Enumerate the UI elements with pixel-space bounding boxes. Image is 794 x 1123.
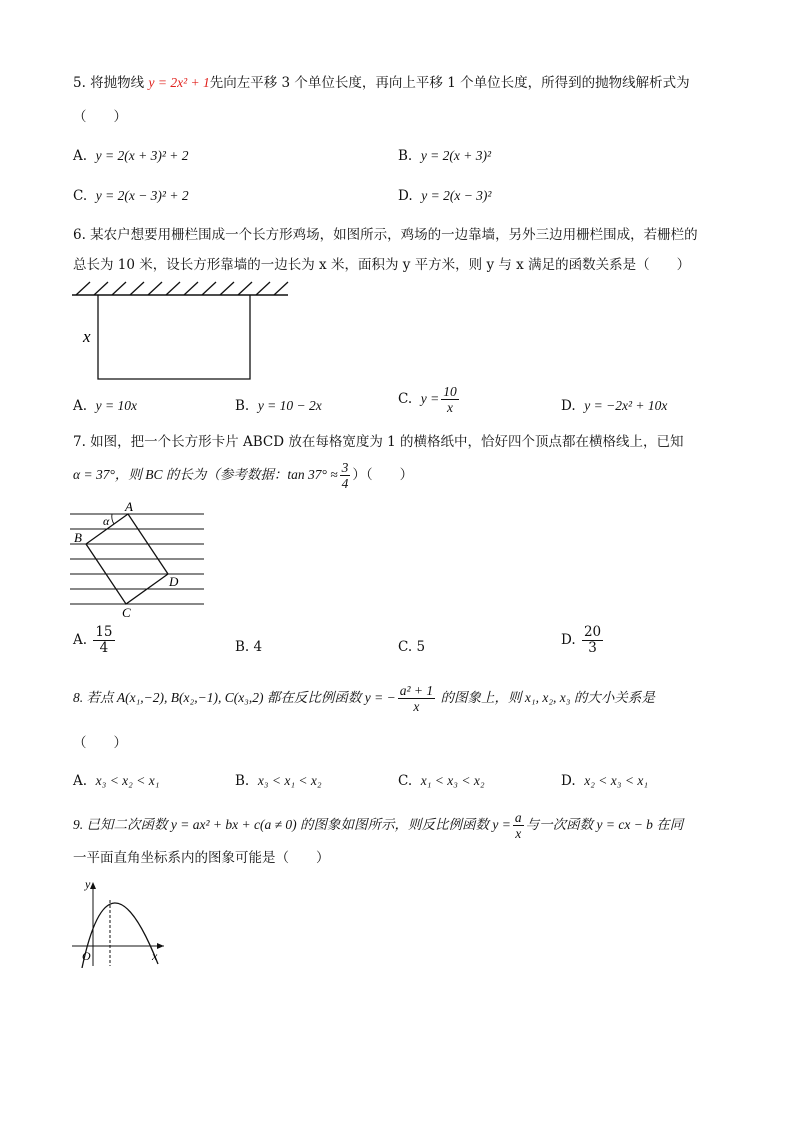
q8-answer-paren: （ ） — [73, 735, 127, 751]
vertex-a-label: A — [125, 499, 133, 514]
wall-hatching — [76, 282, 288, 295]
origin-label: O — [82, 949, 91, 963]
q7-option-d[interactable]: D. $\frac{20}{3}$ — [561, 624, 602, 656]
y-axis-label: y — [85, 878, 91, 891]
q6-option-a[interactable]: A. y = 10x — [73, 398, 137, 414]
q5-stem: 5. 将抛物线 y = 2x² + 1先向左平移 3 个单位长度，再向上平移 1 个单位长度，所得到的抛物线解析式为 — [73, 75, 690, 91]
q5-option-c[interactable]: C. y = 2(x − 3)² + 2 — [73, 188, 189, 204]
x-axis-label: x — [152, 949, 158, 963]
q7-lined-paper-figure — [70, 498, 210, 620]
q7-option-a[interactable]: A. $\frac{15}{4}$ — [73, 624, 113, 656]
q5-option-a[interactable]: A. y = 2(x + 3)² + 2 — [73, 148, 189, 164]
q8-option-c[interactable]: C. x₁ < x₃ < x₂ — [398, 773, 485, 789]
y-axis-arrow — [90, 882, 96, 889]
q6-option-b[interactable]: B. y = 10 − 2x — [235, 398, 322, 414]
q7-stem-line1: 7. 如图，把一个长方形卡片 ABCD 放在每格宽度为 1 的横格纸中，恰好四个顶点都在横格线上，已知 — [73, 434, 684, 450]
q6-option-d[interactable]: D. y = −2x² + 10x — [561, 398, 668, 414]
q5-option-b[interactable]: B. y = 2(x + 3)² — [398, 148, 492, 164]
q8-option-a[interactable]: A. x₃ < x₂ < x₁ — [73, 773, 160, 789]
q8-option-d[interactable]: D. x₂ < x₃ < x₁ — [561, 773, 649, 789]
vertex-d-label: D — [169, 574, 179, 589]
q7-stem-line2: α = 37°，则 BC 的长为（参考数据：tan 37° ≈ $\frac{3}{4}$ ）（ ） — [73, 460, 414, 491]
q5-option-d[interactable]: D. y = 2(x − 3)² — [398, 188, 492, 204]
vertex-b-label: B — [74, 530, 82, 545]
q5-answer-paren: （ ） — [73, 109, 127, 125]
q6-option-c[interactable]: C. y = $\frac{10}{x}$ — [398, 384, 457, 415]
q8-stem-line1: 8. 若点 A(x₁,−2), B(x₂,−1), C(x₃,2) 都在反比例函数 y = − $\frac{\text{a² + 1}}{x}$ 的图象上，则 x₁, x₂, x₃ 的大小关系是 — [73, 683, 655, 714]
q9-stem-line2: 一平面直角坐标系内的图象可能是（ ） — [73, 850, 330, 866]
q7-option-b[interactable]: B. 4 — [235, 639, 263, 655]
q9-parabola-graph — [68, 878, 168, 968]
q6-stem-line2: 总长为 10 米，设长方形靠墙的一边长为 x 米，面积为 y 平方米，则 y 与 x 满足的函数关系是（ ） — [73, 257, 691, 273]
fence-rectangle — [98, 295, 250, 379]
alpha-label: α — [103, 514, 110, 528]
q6-chicken-coop-figure — [70, 280, 295, 385]
q8-option-b[interactable]: B. x₃ < x₁ < x₂ — [235, 773, 322, 789]
alpha-arc — [112, 514, 114, 524]
vertex-c-label: C — [122, 605, 131, 620]
x-axis-arrow — [157, 943, 164, 949]
q5-parabola-expr: y = 2x² + 1 — [148, 75, 210, 90]
q6-stem-line1: 6. 某农户想要用栅栏围成一个长方形鸡场，如图所示，鸡场的一边靠墙，另外三边用栅栏围成，若栅栏的 — [73, 227, 698, 243]
q7-option-c[interactable]: C. 5 — [398, 639, 426, 655]
q9-stem-line1: 9. 已知二次函数 y = ax² + bx + c(a ≠ 0) 的图象如图所示，则反比例函数 y = $\frac{a}{x}$ 与一次函数 y = cx − b 在同 — [73, 810, 684, 841]
q6-figure-x-label: x — [83, 327, 91, 346]
